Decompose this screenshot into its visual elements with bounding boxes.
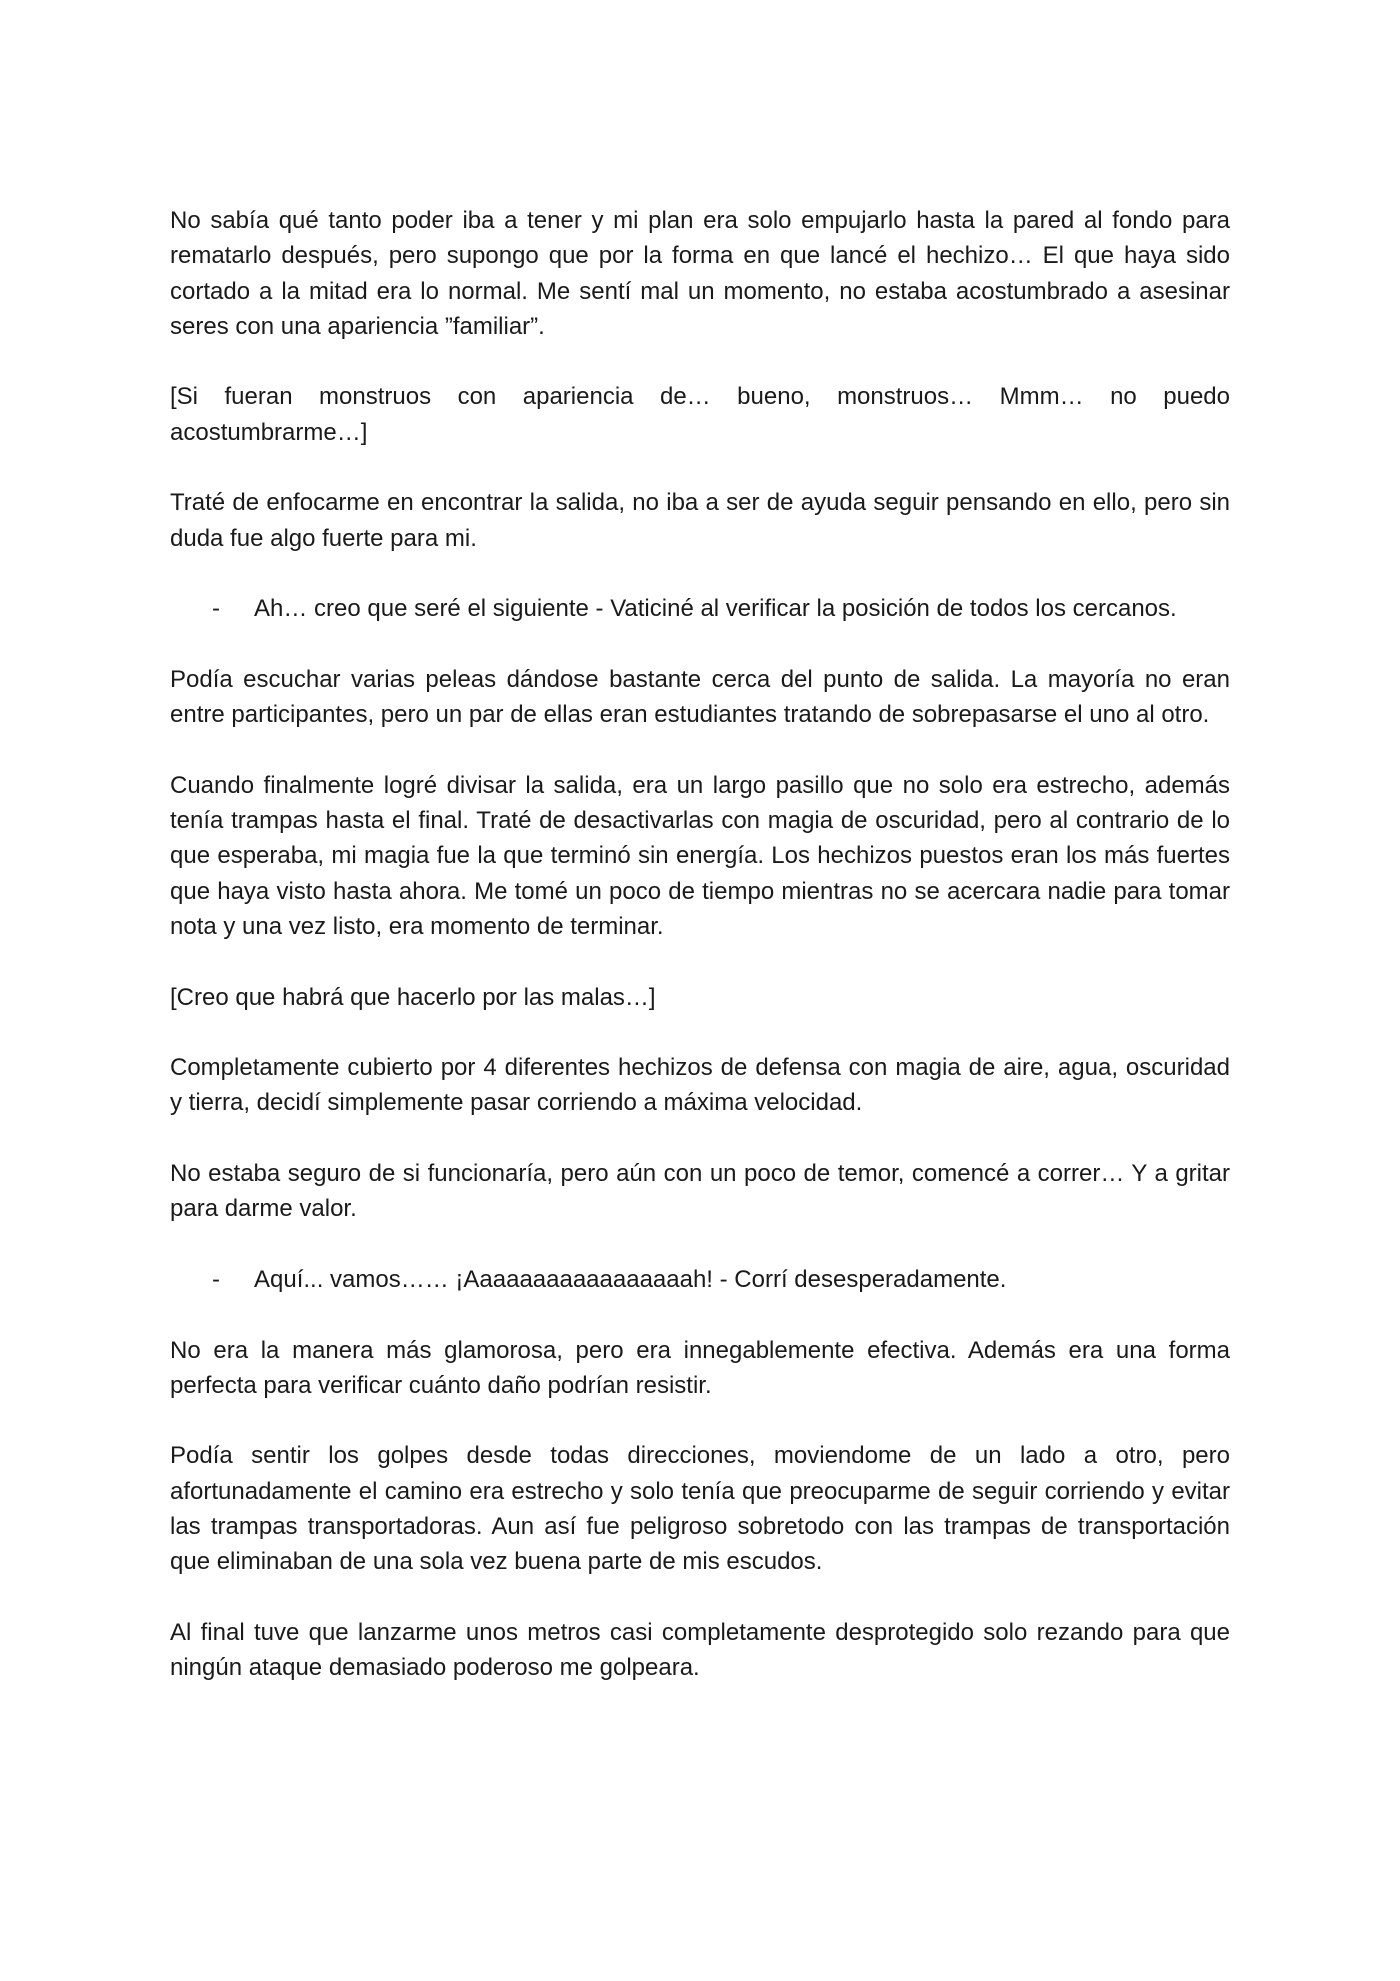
dialogue-line: [170, 1262, 1230, 1297]
paragraph: Traté de enfocarme en encontrar la salida, no iba a ser de ayuda seguir pensando en ello, pero sin duda fue algo fuerte para mi.: [170, 489, 1230, 552]
dialogue-dash: -: [212, 1265, 220, 1293]
dialogue-text: Aquí... vamos…… ¡Aaaaaaaaaaaaaaaaah! - Corrí desesperadamente.: [254, 1265, 1007, 1293]
dialogue-text: Ah… creo que seré el siguiente - Vaticiné al verificar la posición de todos los cercanos.: [254, 595, 1177, 623]
paragraph-thought: [Creo que habrá que hacerlo por las malas…]: [170, 983, 656, 1011]
dialogue-dash: -: [212, 595, 220, 623]
paragraph: No era la manera más glamorosa, pero era innegablemente efectiva. Además era una forma perfecta para verificar cuánto daño podrían resistir.: [170, 1336, 1230, 1399]
paragraph: Completamente cubierto por 4 diferentes hechizos de defensa con magia de aire, agua, oscuridad y tierra, decidí simplemente pasar corriendo a máxima velocidad.: [170, 1054, 1230, 1117]
paragraph: Cuando finalmente logré divisar la salida, era un largo pasillo que no solo era estrecho, además tenía trampas hasta el final. Traté de desactivarlas con magia de oscuridad, pero al contrario de lo que esperaba, mi magia fue la que terminó sin energía. Los hechizos puestos eran los más fuertes que haya visto hasta ahora. Me tomé un poco de tiempo mientras no se acercara nadie para tomar nota y una vez listo, era momento de terminar.: [170, 771, 1230, 940]
paragraph: Podía escuchar varias peleas dándose bastante cerca del punto de salida. La mayoría no eran entre participantes, pero un par de ellas eran estudiantes tratando de sobrepasarse el uno al otro.: [170, 665, 1230, 729]
paragraph-thought: [Si fueran monstruos con apariencia de… bueno, monstruos… Mmm… no puedo acostumbrarme…]: [170, 383, 1230, 446]
paragraph: Podía sentir los golpes desde todas direcciones, moviendome de un lado a otro, pero afortunadamente el camino era estrecho y solo tenía que preocuparme de seguir corriendo y evitar las trampas transportadoras. Aun así fue peligroso sobretodo con las trampas de transportación que eliminaban de una sola vez buena parte de mis escudos.: [170, 1442, 1230, 1576]
dialogue-line: [170, 591, 1230, 626]
paragraph: No sabía qué tanto poder iba a tener y mi plan era solo empujarlo hasta la pared al fondo para rematarlo después, pero supongo que por la forma en que lancé el hechizo… El que haya sido cortado a la mitad era lo normal. Me sentí mal un momento, no estaba acostumbrado a asesinar seres con una apariencia ”familiar”.: [170, 207, 1230, 340]
document-body: [170, 203, 1230, 1721]
paragraph: Al final tuve que lanzarme unos metros casi completamente desprotegido solo rezando para que ningún ataque demasiado poderoso me golpeara.: [170, 1618, 1230, 1682]
paragraph: No estaba seguro de si funcionaría, pero aún con un poco de temor, comencé a correr… Y a gritar para darme valor.: [170, 1160, 1230, 1223]
